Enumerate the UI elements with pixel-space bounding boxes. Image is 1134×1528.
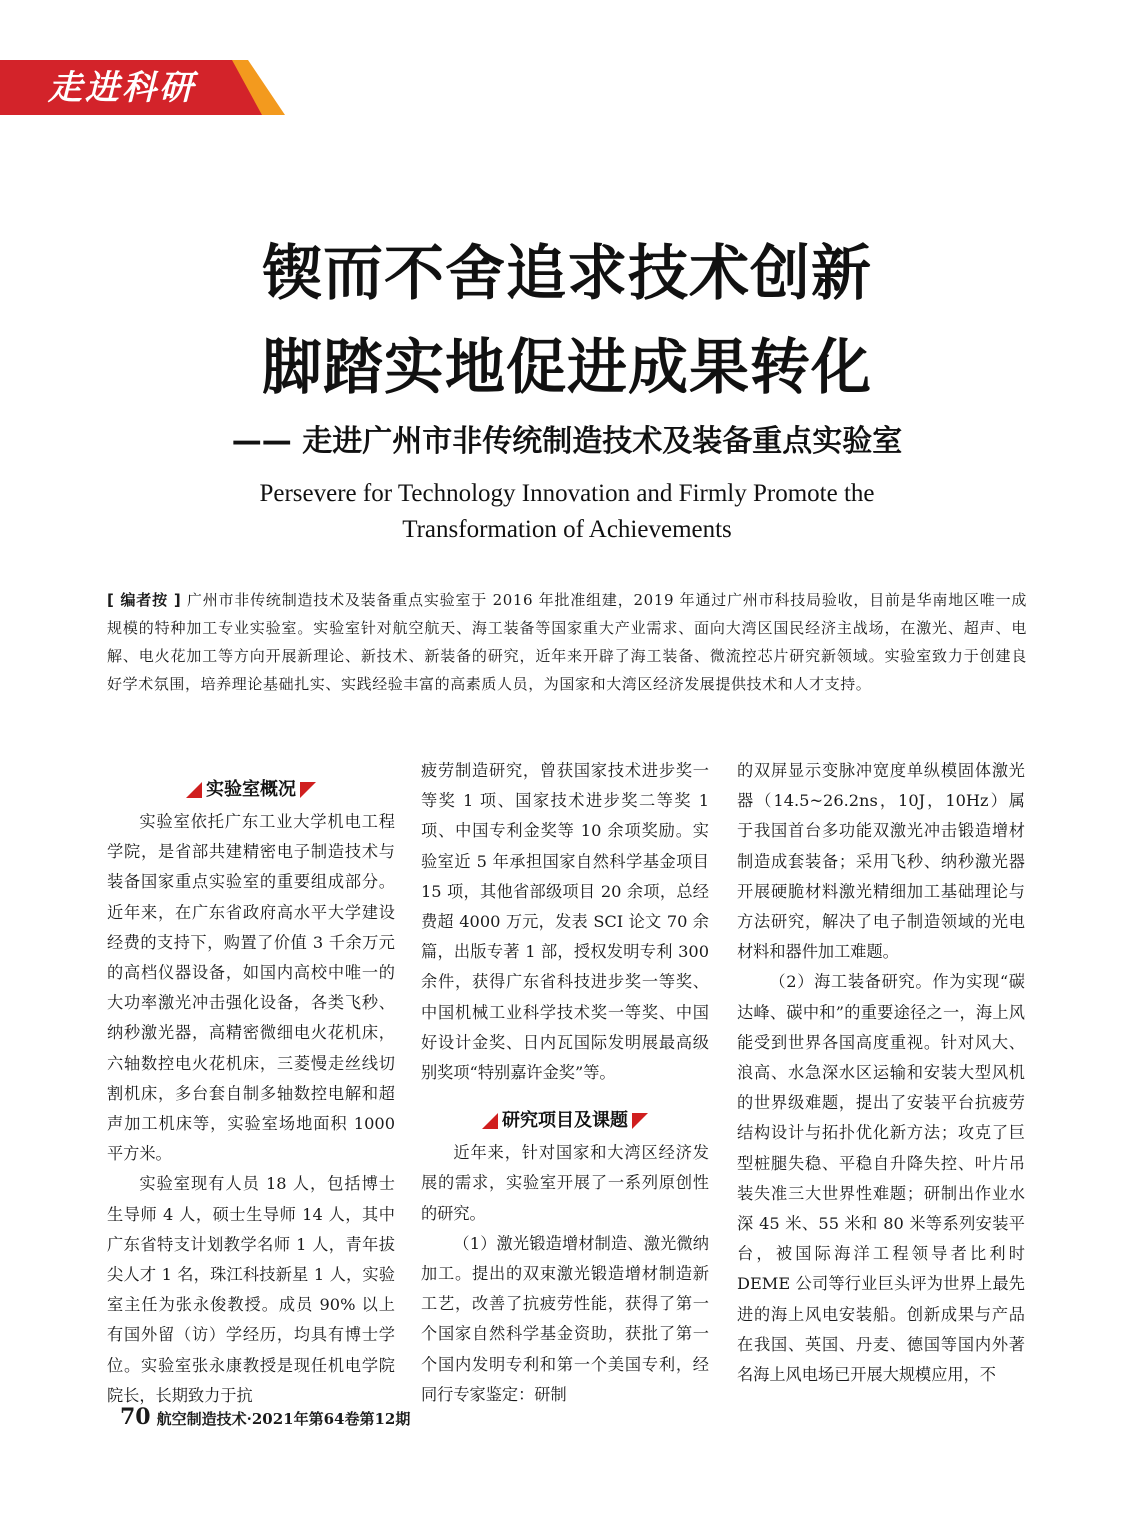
editor-note-text: 广州市非传统制造技术及装备重点实验室于 2016 年批准组建，2019 年通过广州市科技局验收，目前是华南地区唯一成规模的特种加工专业实验室。实验室针对航空航天、海工装备等国家重大产业需求、面向大湾区国民经济主战场，在激光、超声、电解、电火花加工等方向开展新理论、新技术、新装备的研究，近年来开辟了海工装备、微流控芯片研究新领域。实验室致力于创建良好学术氛围，培养理论基础扎实、实践经验丰富的高素质人员，为国家和大湾区经济发展提供技术和人才支持。 — [107, 591, 1027, 693]
main-title-line-1: 锲而不舍追求技术创新 — [262, 239, 872, 309]
english-title-line-2: Transformation of Achievements — [402, 516, 732, 543]
paragraph: 近年来，针对国家和大湾区经济发展的需求，实验室开展了一系列原创性的研究。 — [421, 1143, 709, 1223]
paragraph: （2）海工装备研究。作为实现“碳达峰、碳中和”的重要途径之一，海上风能受到世界各国高度重视。针对风大、浪高、水急深水区运输和安装大型风机的世界级难题，提出了安装平台抗疲劳结构设计与拓扑优化新方法；攻克了巨型桩腿失稳、平稳自升降失控、叶片吊装失准三大世界性难题；研制出作业水深 45 米、55 米和 80 米等系列安装平台，被国际海洋工程领导者比利时 DEME 公司等行业巨头评为世界上最先进的海上风电安装船。创新成果与产品在我国、英国、丹麦、德国等国内外著名海上风电场已开展大规模应用，不 — [737, 972, 1025, 1385]
editor-note-tag: [ 编者按 ] — [107, 591, 182, 609]
heading-left-triangle-icon — [482, 1113, 498, 1129]
heading-right-triangle-icon — [300, 782, 316, 798]
heading-left-triangle-icon — [186, 782, 202, 798]
banner-label: 走进科研 — [48, 68, 196, 108]
section-heading-research — [421, 1106, 709, 1136]
section-heading-text: 实验室概况 — [206, 778, 296, 800]
heading-right-triangle-icon — [632, 1113, 648, 1129]
editor-note — [107, 586, 1027, 698]
section-banner — [0, 60, 285, 115]
paragraph: 的双屏显示变脉冲宽度单纵模固体激光器（14.5~26.2ns，10J，10Hz）属于我国首台多功能双激光冲击锻造增材制造成套装备；采用飞秒、纳秒激光器开展硬脆材料激光精细加工基础理论与方法研究，解决了电子制造领域的光电材料和器件加工难题。 — [737, 761, 1025, 962]
section-heading-overview — [107, 775, 395, 805]
paragraph: 实验室现有人员 18 人，包括博士生导师 4 人，硕士生导师 14 人，其中广东省特支计划教学名师 1 人，青年拔尖人才 1 名，珠江科技新星 1 人，实验室主任为张永俊教授。成员 90% 以上有国外留（访）学经历，均具有博士学位。实验室张永康教授是现任机电学院院长，长期致力于抗 — [107, 1174, 395, 1405]
paragraph: 实验室依托广东工业大学机电工程学院，是省部共建精密电子制造技术与装备国家重点实验室的重要组成部分。近年来，在广东省政府高水平大学建设经费的支持下，购置了价值 3 千余万元的高档仪器设备，如国内高校中唯一的大功率激光冲击强化设备，各类飞秒、纳秒激光器，高精密微细电火花机床，六轴数控电火花机床，三菱慢走丝线切割机床，多台套自制多轴数控电解和超声加工机床等，实验室场地面积 1000 平方米。 — [107, 812, 395, 1164]
subtitle: —— 走进广州市非传统制造技术及装备重点实验室 — [231, 424, 903, 459]
section-heading-text: 研究项目及课题 — [502, 1110, 628, 1132]
paragraph: 疲劳制造研究，曾获国家技术进步奖一等奖 1 项、国家技术进步奖二等奖 1 项、中国专利金奖等 10 余项奖励。实验室近 5 年承担国家自然科学基金项目 15 项，其他省部级项目 20 余项，总经费超 4000 万元，发表 SCI 论文 70 余篇，出版专著 1 部，授权发明专利 300 余件，获得广东省科技进步奖一等奖、中国机械工业科学技术奖一等奖、中国好设计金奖、日内瓦国际发明展最高级别奖项“特别嘉许金奖”等。 — [421, 761, 709, 1083]
paragraph: （1）激光锻造增材制造、激光微纳加工。提出的双束激光锻造增材制造新工艺，改善了抗疲劳性能，获得了第一个国家自然科学基金资助，获批了第一个国内发明专利和第一个美国专利，经同行专家鉴定：研制 — [421, 1233, 709, 1404]
column-1 — [107, 775, 395, 1411]
english-title-line-1: Persevere for Technology Innovation and Firmly Promote the — [259, 480, 875, 507]
column-2 — [421, 756, 709, 1410]
page-number: 70 — [120, 1404, 151, 1430]
main-title-line-2: 脚踏实地促进成果转化 — [262, 333, 872, 403]
page-footer — [120, 1404, 410, 1430]
column-3 — [737, 756, 1025, 1390]
journal-info: 航空制造技术·2021年第64卷第12期 — [156, 1410, 411, 1428]
